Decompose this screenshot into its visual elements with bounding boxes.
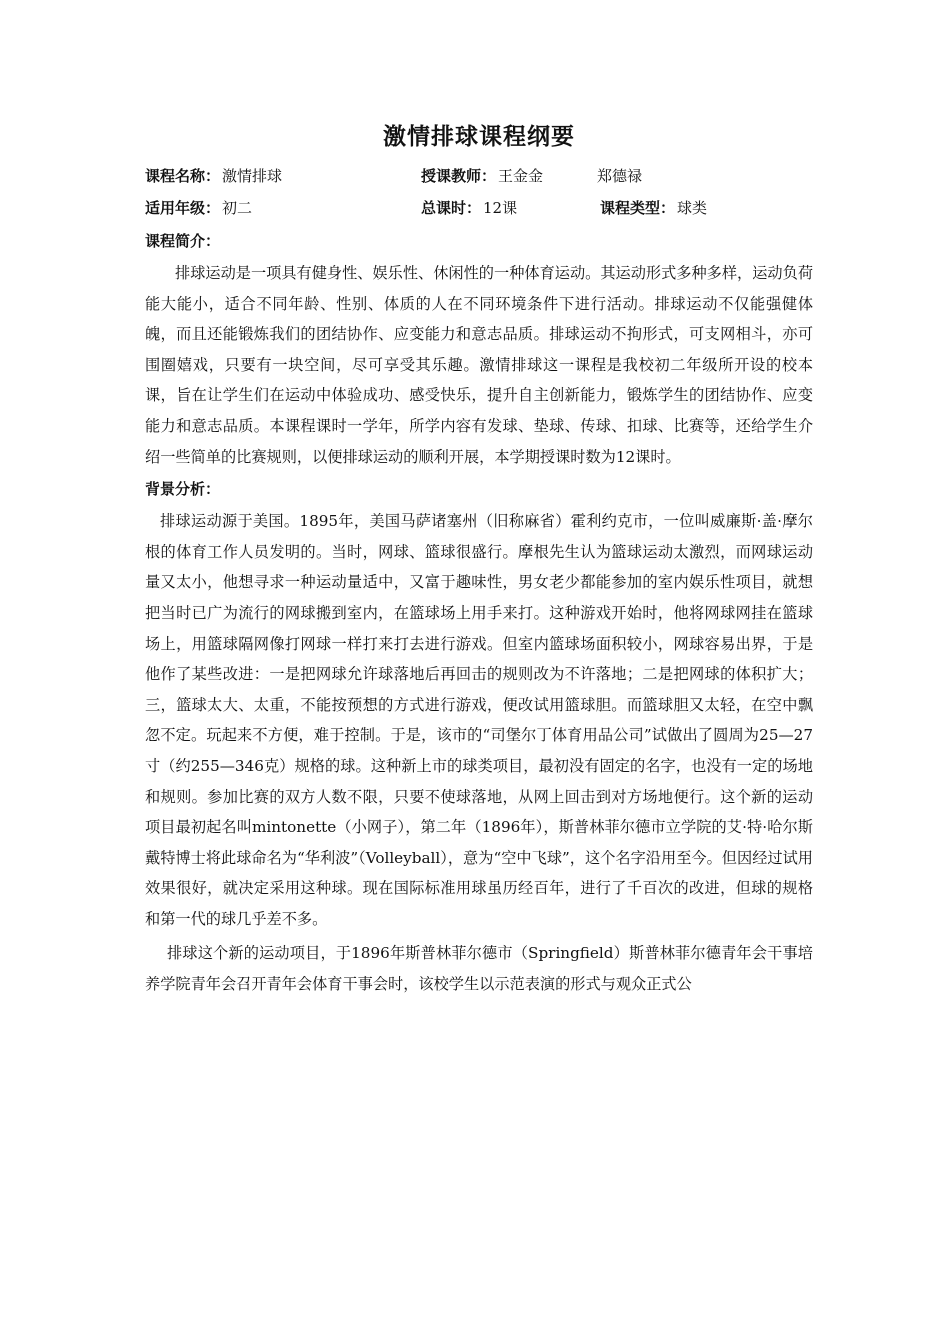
grade-value: 初二 <box>222 199 253 217</box>
teacher-field <box>421 160 543 192</box>
grade-field <box>145 192 252 224</box>
background-paragraph-1: 排球运动源于美国。1895年，美国马萨诸塞州（旧称麻省）霍利约克市，一位叫威廉斯·盖·摩尔根的体育工作人员发明的。当时，网球、篮球很盛行。摩根先生认为篮球运动太激烈，而网球运动量又太小，他想寻求一种运动量适中，又富于趣味性，男女老少都能参加的室内娱乐性项目，就想把当时已广为流行的网球搬到室内，在篮球场上用手来打。这种游戏开始时，他将网球网挂在篮球场上，用篮球隔网像打网球一样打来打去进行游戏。但室内篮球场面积较小，网球容易出界，于是他作了某些改进：一是把网球允许球落地后再回击的规则改为不许落地；二是把网球的体积扩大；三，篮球太大、太重，不能按预想的方式进行游戏，便改试用篮球胆。而篮球胆又太轻，在空中飘忽不定。玩起来不方便，难于控制。于是，该市的“司堡尔丁体育用品公司”试做出了圆周为25—27寸（约255—346克）规格的球。这种新上市的球类项目，最初没有固定的名字，也没有一定的场地和规则。参加比赛的双方人数不限，只要不使球落地，从网上回击到对方场地便行。这个新的运动项目最初起名叫mintonette（小网子），第二年（1896年），斯普林菲尔德市立学院的艾·特·哈尔斯戴特博士将此球命名为“华利波”（Volleyball），意为“空中飞球”，这个名字沿用至今。但因经过试用效果很好，就决定采用这种球。现在国际标准用球虽历经百年，进行了千百次的改进，但球的规格和第一代的球几乎差不多。 <box>145 512 813 928</box>
type-label: 课程类型： <box>600 199 676 217</box>
teacher-value-1: 王金金 <box>498 167 544 185</box>
hours-field <box>421 192 517 224</box>
intro-paragraph: 排球运动是一项具有健身性、娱乐性、休闲性的一种体育运动。其运动形式多种多样，运动负荷能大能小，适合不同年龄、性别、体质的人在不同环境条件下进行活动。排球运动不仅能强健体魄，而且还能锻炼我们的团结协作、应变能力和意志品质。排球运动不拘形式，可支网相斗，亦可围圈嬉戏，只要有一块空间，尽可享受其乐趣。激情排球这一课程是我校初二年级所开设的校本课，旨在让学生们在运动中体验成功、感受快乐，提升自主创新能力，锻炼学生的团结协作、应变能力和意志品质。本课程课时一学年，所学内容有发球、垫球、传球、扣球、比赛等，还给学生介绍一些简单的比赛规则，以便排球运动的顺利开展，本学期授课时数为12课时。 <box>145 264 813 466</box>
type-value: 球类 <box>677 199 708 217</box>
background-paragraph-2: 排球这个新的运动项目，于1896年斯普林菲尔德市（Springfield）斯普林菲尔德青年会干事培养学院青年会召开青年会体育干事会时，该校学生以示范表演的形式与观众正式公 <box>145 944 813 994</box>
info-row-1 <box>145 160 813 192</box>
course-name-field <box>145 160 282 192</box>
grade-label: 适用年级： <box>145 199 221 217</box>
info-row-2 <box>145 192 813 224</box>
course-name-value: 激情排球 <box>222 167 283 185</box>
teacher-label: 授课教师： <box>421 167 497 185</box>
intro-heading: 课程简介： <box>145 232 221 250</box>
course-name-label: 课程名称： <box>145 167 221 185</box>
hours-label: 总课时： <box>421 199 482 217</box>
document-page <box>145 120 813 1000</box>
background-heading: 背景分析： <box>145 480 221 499</box>
type-field <box>600 192 707 224</box>
document-title: 激情排球课程纲要 <box>383 123 575 150</box>
hours-value: 12课 <box>483 199 518 217</box>
teacher-value-2: 郑德禄 <box>597 167 643 185</box>
